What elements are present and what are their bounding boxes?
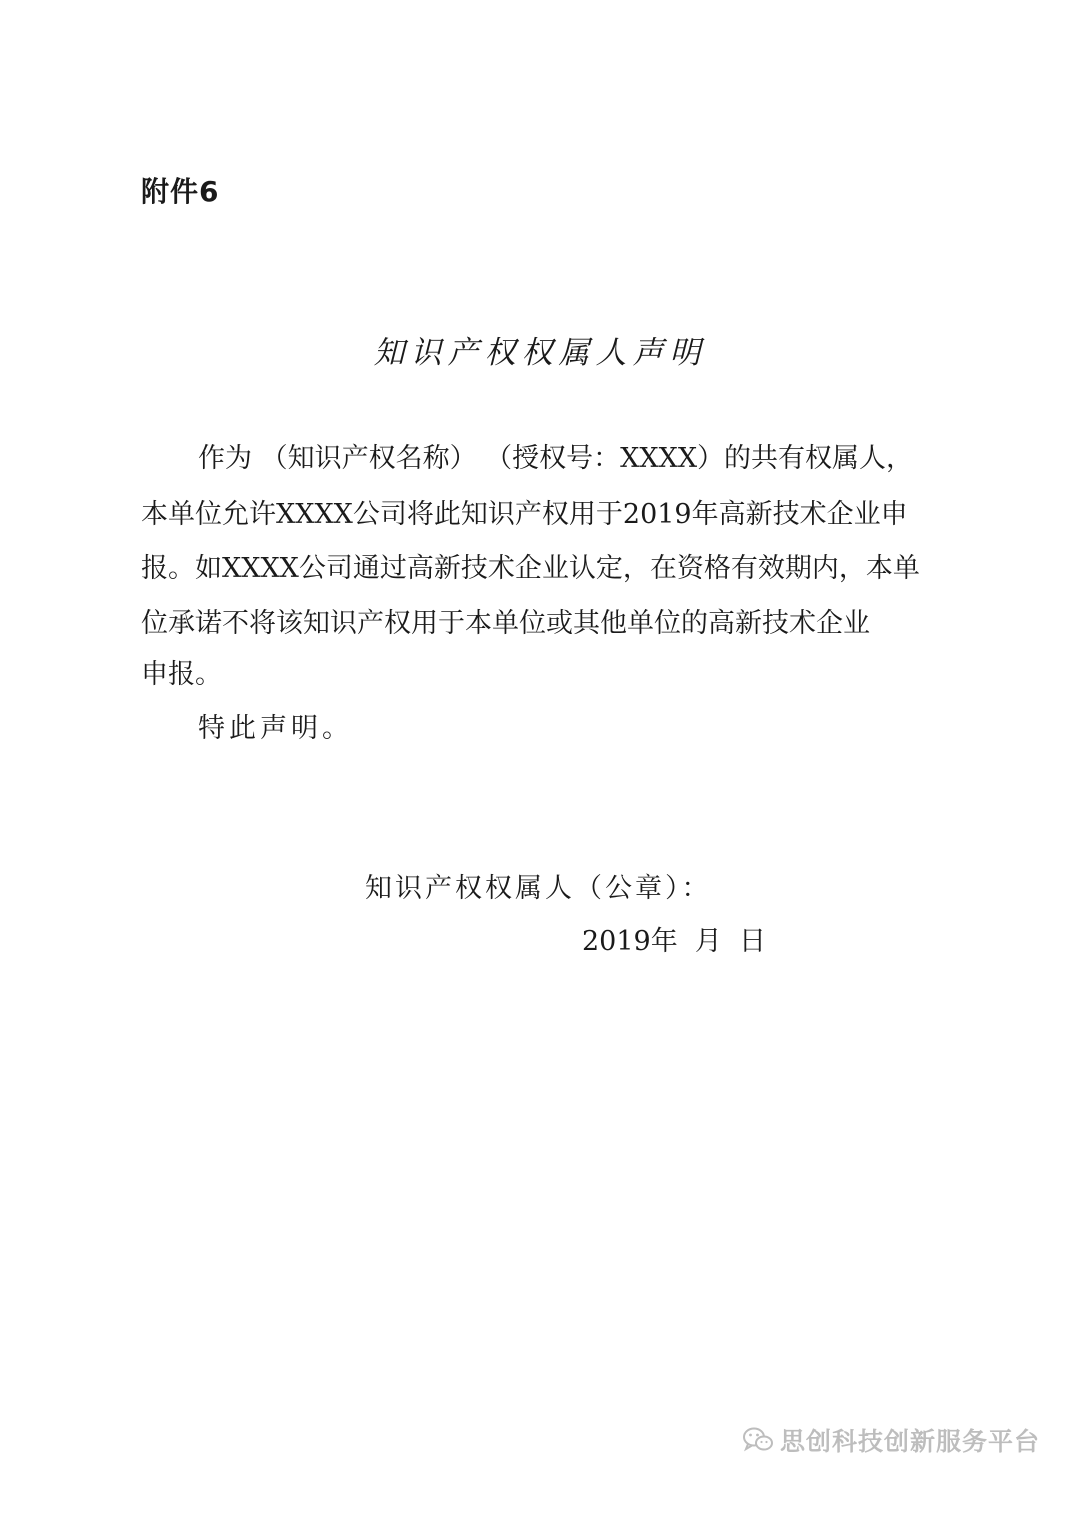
paragraph-line: 位承诺不将该知识产权用于本单位或其他单位的高新技术企业 — [141, 608, 870, 639]
watermark — [742, 1422, 1040, 1458]
document-title: 知识产权权属人声明 — [373, 335, 707, 371]
paragraph-line: 报。如XXXX公司通过高新技术企业认定，在资格有效期内，本单 — [141, 553, 920, 584]
signature-holder: 知识产权权属人（公章）： — [365, 873, 712, 904]
paragraph-line: 本单位允许XXXX公司将此知识产权用于2019年高新技术企业申 — [141, 499, 908, 530]
signature-date: 2019年 月 日 — [582, 926, 767, 957]
paragraph-line: 申报。 — [141, 659, 222, 690]
watermark-text: 思创科技创新服务平台 — [779, 1427, 1040, 1456]
attachment-label: 附件6 — [141, 175, 220, 208]
wechat-icon — [742, 1426, 774, 1454]
paragraph-line: 作为 （知识产权名称） （授权号：XXXX）的共有权属人， — [198, 443, 914, 474]
closing-statement: 特此声明。 — [198, 713, 353, 744]
